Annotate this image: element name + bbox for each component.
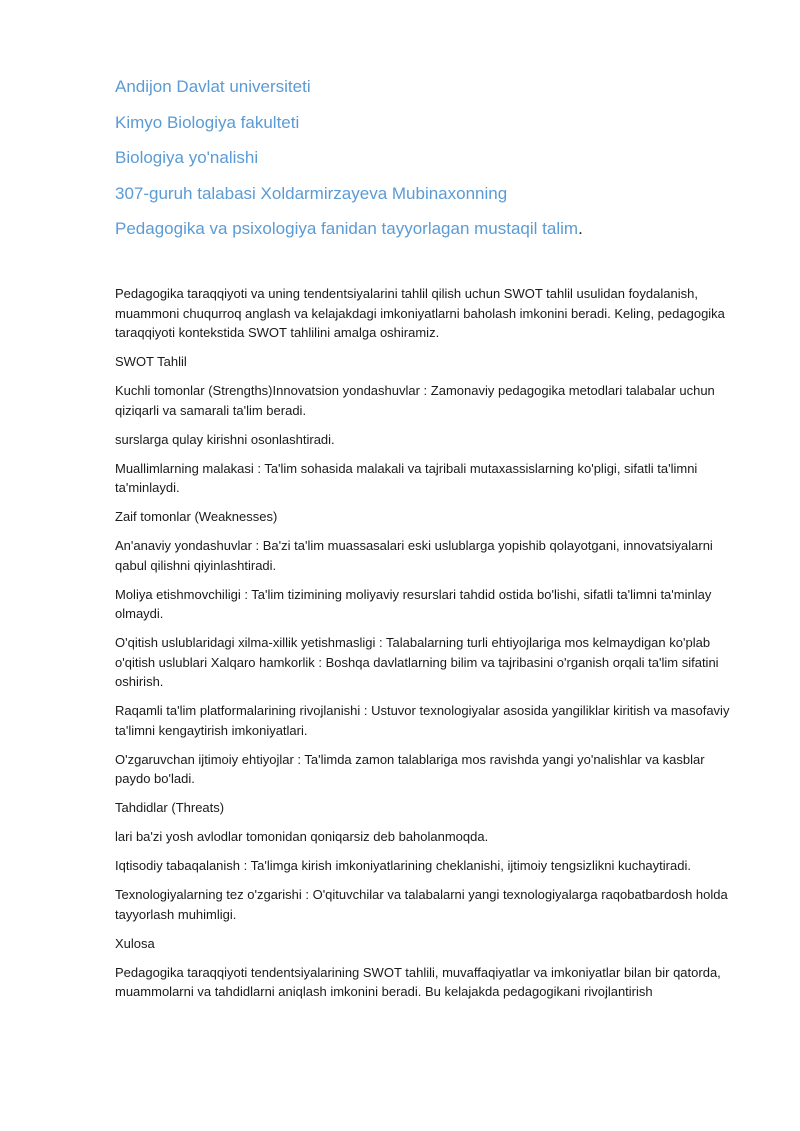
teachers-paragraph: Muallimlarning malakasi : Ta'lim sohasida malakali va tajribali mutaxassislarning ko'pligi, sifatli ta'limni ta'minlaydi.: [115, 460, 698, 495]
faculty-heading: Kimyo Biologiya fakulteti: [115, 112, 300, 132]
weaknesses-heading: Zaif tomonlar (Weaknesses): [115, 509, 278, 524]
university-heading: Andijon Davlat universiteti: [115, 77, 311, 96]
student-heading: 307-guruh talabasi Xoldarmirzayeva Mubinaxonning: [115, 183, 508, 203]
swot-heading: SWOT Tahlil: [115, 354, 187, 369]
resources-paragraph: surslarga qulay kirishni osonlashtiradi.: [115, 431, 335, 447]
subject-heading-period: .: [578, 219, 583, 238]
conclusion-heading: Xulosa: [115, 935, 155, 951]
social-needs-paragraph: O'zgaruvchan ijtimoiy ehtiyojlar : Ta'limda zamon talablariga mos ravishda yangi yo'nalishlar va kasblar paydo bo'ladi.: [115, 751, 705, 786]
program-heading: Biologiya yo'nalishi: [115, 148, 259, 167]
title-block: [115, 76, 755, 254]
threats-heading: Tahdidlar (Threats): [115, 800, 225, 815]
subject-heading-text: Pedagogika va psixologiya fanidan tayyorlagan mustaqil talim: [115, 219, 579, 238]
strengths-paragraph: Kuchli tomonlar (Strengths)Innovatsion yondashuvlar : Zamonaviy pedagogika metodlari talabalar uchun qiziqarli va samarali ta'lim beradi.: [115, 383, 715, 418]
funding-paragraph: Moliya etishmovchiligi : Ta'lim tizimining moliyaviy resurslari tahdid ostida bo'lishi, sifatli ta'limni ta'minlay olmaydi.: [115, 586, 712, 621]
young-generation-paragraph: lari ba'zi yosh avlodlar tomonidan qoniqarsiz deb baholanmoqda.: [115, 829, 489, 844]
digital-platforms-paragraph: Raqamli ta'lim platformalarining rivojlanishi : Ustuvor texnologiyalar asosida yangiliklar kiritish va masofaviy ta'limni kengaytirish imkoniyatlari.: [115, 703, 730, 738]
technology-change-paragraph: Texnologiyalarning tez o'zgarishi : O'qituvchilar va talabalarni yangi texnologiyalarga raqobatbardosh holda tayyorlash muhimligi.: [115, 887, 728, 922]
teaching-methods-paragraph: O'qitish uslublaridagi xilma-xillik yetishmasligi : Talabalarning turli ehtiyojlariga mos kelmaydigan ko'plab o'qitish uslublari Xalqaro hamkorlik : Boshqa davlatlarning bilim va tajribasini o'rganish orqali ta'lim sifatini oshirish.: [115, 635, 719, 689]
subject-heading: [115, 218, 755, 240]
economic-stratification-paragraph: Iqtisodiy tabaqalanish : Ta'limga kirish imkoniyatlarining cheklanishi, ijtimoiy tengsizlikni kuchaytiradi.: [115, 858, 691, 873]
conclusion-paragraph: Pedagogika taraqqiyoti tendentsiyalarining SWOT tahlili, muvaffaqiyatlar va imkoniyatlar bilan bir qatorda, muammolarni va tahdidlarni aniqlash imkonini beradi. Bu kelajakda pedagogikani rivojlantirish: [115, 964, 721, 999]
intro-paragraph: Pedagogika taraqqiyoti va uning tendentsiyalarini tahlil qilish uchun SWOT tahlil usulidan foydalanish, muammoni chuqurroq anglash va kelajakdagi imkoniyatlarni baholash imkonini beradi. Keling, pedagogika taraqqiyoti kontekstida SWOT tahlilini amalga oshiramiz.: [115, 286, 725, 340]
document-body: [115, 284, 740, 1011]
traditional-approaches-paragraph: An'anaviy yondashuvlar : Ba'zi ta'lim muassasalari eski uslublarga yopishib qolayotgani, innovatsiyalarni qabul qilishni qiyinlashtiradi.: [115, 538, 713, 573]
